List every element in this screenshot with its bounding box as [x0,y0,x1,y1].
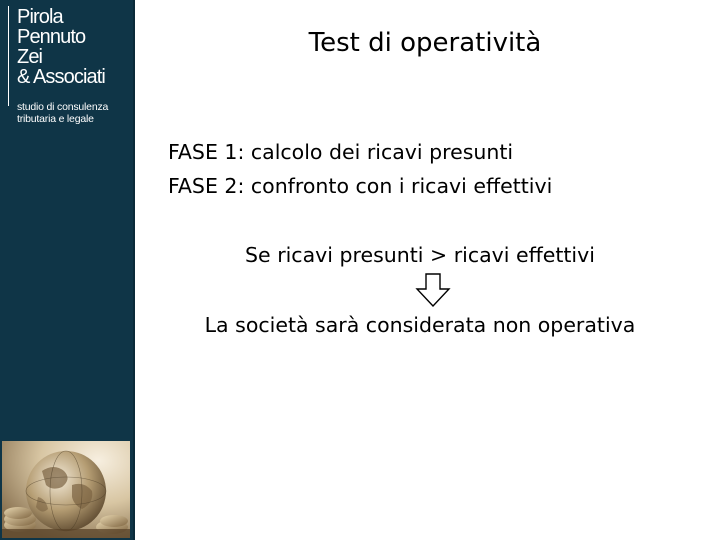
conclusion-text: La società sarà considerata non operativa [204,313,636,337]
tagline-line-2: tributaria e legale [17,113,94,125]
logo-line-2: Pennuto [17,26,86,48]
logo-line-4: & Associati [17,66,105,88]
sidebar-edge [133,0,135,540]
phase-1-text: FASE 1: calcolo dei ricavi presunti [168,140,514,164]
slide-title: Test di operatività [308,28,542,58]
globe-coins-illustration [2,441,130,538]
down-arrow-outline-icon [415,273,451,307]
logo-line-1: Pirola [17,6,63,28]
logo-line-3: Zei [17,46,43,68]
firm-logo-name [17,7,105,87]
logo-divider [8,6,9,106]
phase-2-text: FASE 2: confronto con i ricavi effettivi [168,174,553,198]
sidebar-panel [0,0,133,540]
firm-tagline [17,101,108,125]
condition-text: Se ricavi presunti > ricavi effettivi [245,243,595,267]
tagline-line-1: studio di consulenza [17,101,109,113]
globe-coins-image [2,441,130,538]
